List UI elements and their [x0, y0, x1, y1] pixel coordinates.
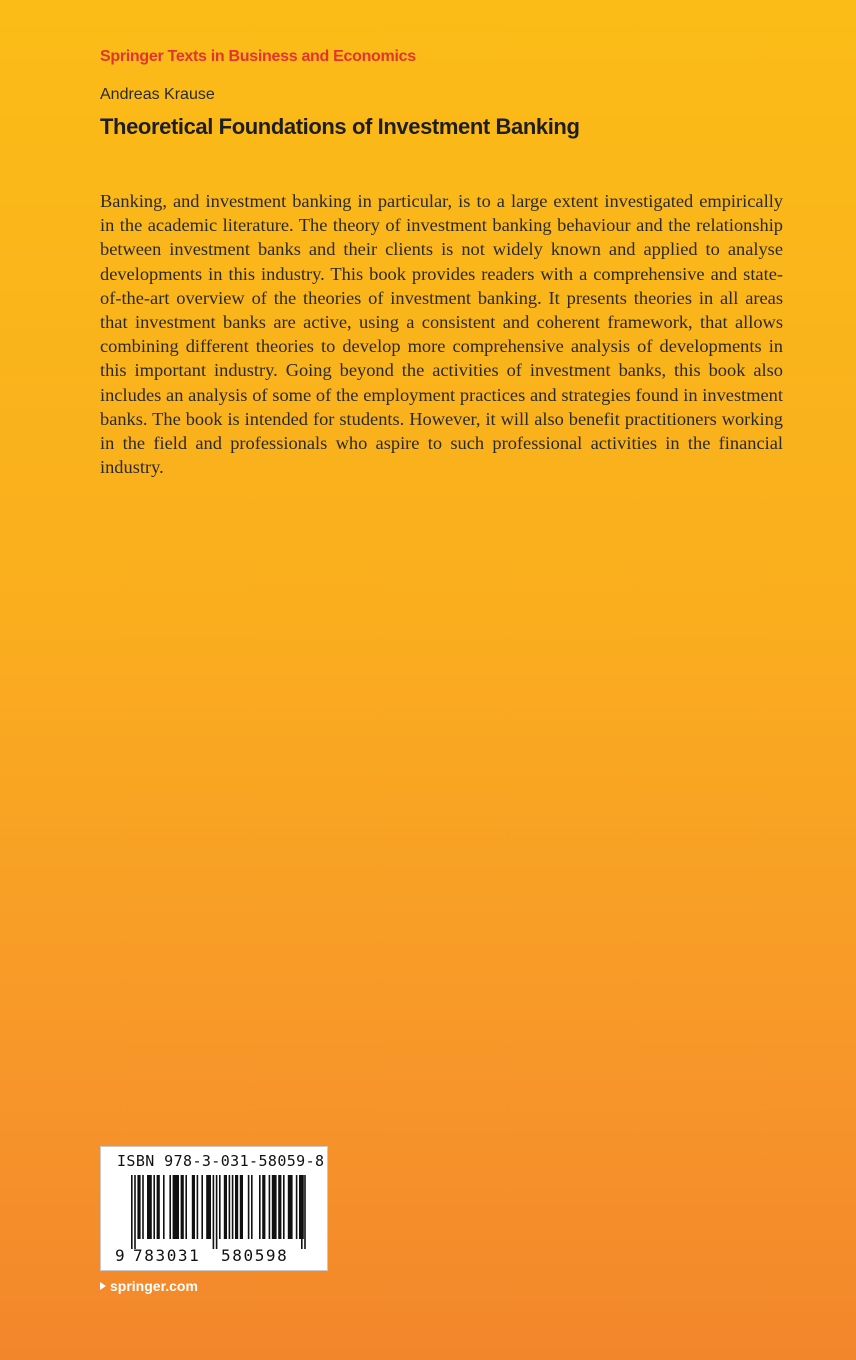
series-title: Springer Texts in Business and Economics	[100, 48, 416, 65]
barcode-bar	[192, 1175, 195, 1239]
barcode-bar	[269, 1175, 271, 1239]
barcode-bar	[235, 1175, 238, 1239]
barcode-first-digit: 9	[115, 1246, 125, 1265]
book-description: Banking, and investment banking in particular, is to a large extent investigated empirically in the academic literature. The theory of investment banking behaviour and the relationship between investment banks and their clients is not widely known and applied to analyse developments in this industry. This book provides readers with a comprehensive and state-of-the-art overview of the theories of investment banking. It presents theories in all areas that investment banks are active, using a consistent and coherent framework, that allows combining different theories to develop more comprehensive analysis of developments in this important industry. Going beyond the activities of investment banks, this book also includes an analysis of some of the employment practices and strategies found in investment banks. The book is intended for students. However, it will also benefit practitioners working in the field and professionals who aspire to such professional activities in the financial industry.	[100, 191, 783, 478]
play-arrow-icon	[100, 1282, 106, 1290]
barcode-bar	[229, 1175, 231, 1239]
barcode-bar	[147, 1175, 152, 1239]
barcode-bar	[201, 1175, 203, 1239]
barcode-bar	[283, 1175, 285, 1239]
barcode-bar	[181, 1175, 184, 1239]
barcode-bar	[259, 1175, 261, 1239]
publisher-website[interactable]	[100, 1278, 198, 1294]
website-label: springer.com	[110, 1278, 198, 1294]
barcode-bar	[137, 1175, 140, 1239]
barcode-bar	[272, 1175, 277, 1239]
barcode-guard-bar	[304, 1175, 306, 1249]
barcode-bar	[288, 1175, 293, 1239]
barcode-right-digits: 580598	[221, 1246, 289, 1265]
barcode-bar	[248, 1175, 250, 1239]
barcode-bar	[240, 1175, 243, 1239]
barcode-bar	[173, 1175, 179, 1239]
barcode-guard-bar	[134, 1175, 136, 1249]
barcode-bar	[296, 1175, 298, 1239]
barcode-guard-bar	[301, 1175, 303, 1249]
barcode-bar	[278, 1175, 281, 1239]
barcode-bar	[219, 1175, 221, 1239]
barcode-guard-bar	[213, 1175, 215, 1249]
isbn-label: ISBN 978-3-031-58059-8	[117, 1152, 325, 1170]
book-title: Theoretical Foundations of Investment Banking	[100, 114, 580, 139]
barcode-guard-bar	[131, 1175, 133, 1249]
barcode-bar	[185, 1175, 187, 1239]
barcode-bar	[153, 1175, 155, 1239]
barcode-left-digits: 783031	[133, 1246, 201, 1265]
barcode-bar	[197, 1175, 199, 1239]
barcode-bar	[206, 1175, 211, 1239]
barcode-bar	[163, 1175, 165, 1239]
barcode-bar	[224, 1175, 227, 1239]
barcode-bar	[251, 1175, 253, 1239]
barcode-bar	[142, 1175, 144, 1239]
barcode-bar	[262, 1175, 265, 1239]
barcode-bar	[169, 1175, 171, 1239]
barcode-guard-bar	[216, 1175, 218, 1249]
author-name: Andreas Krause	[100, 86, 215, 103]
barcode-bar	[232, 1175, 234, 1239]
barcode-bar	[157, 1175, 160, 1239]
isbn-barcode	[100, 1146, 328, 1271]
